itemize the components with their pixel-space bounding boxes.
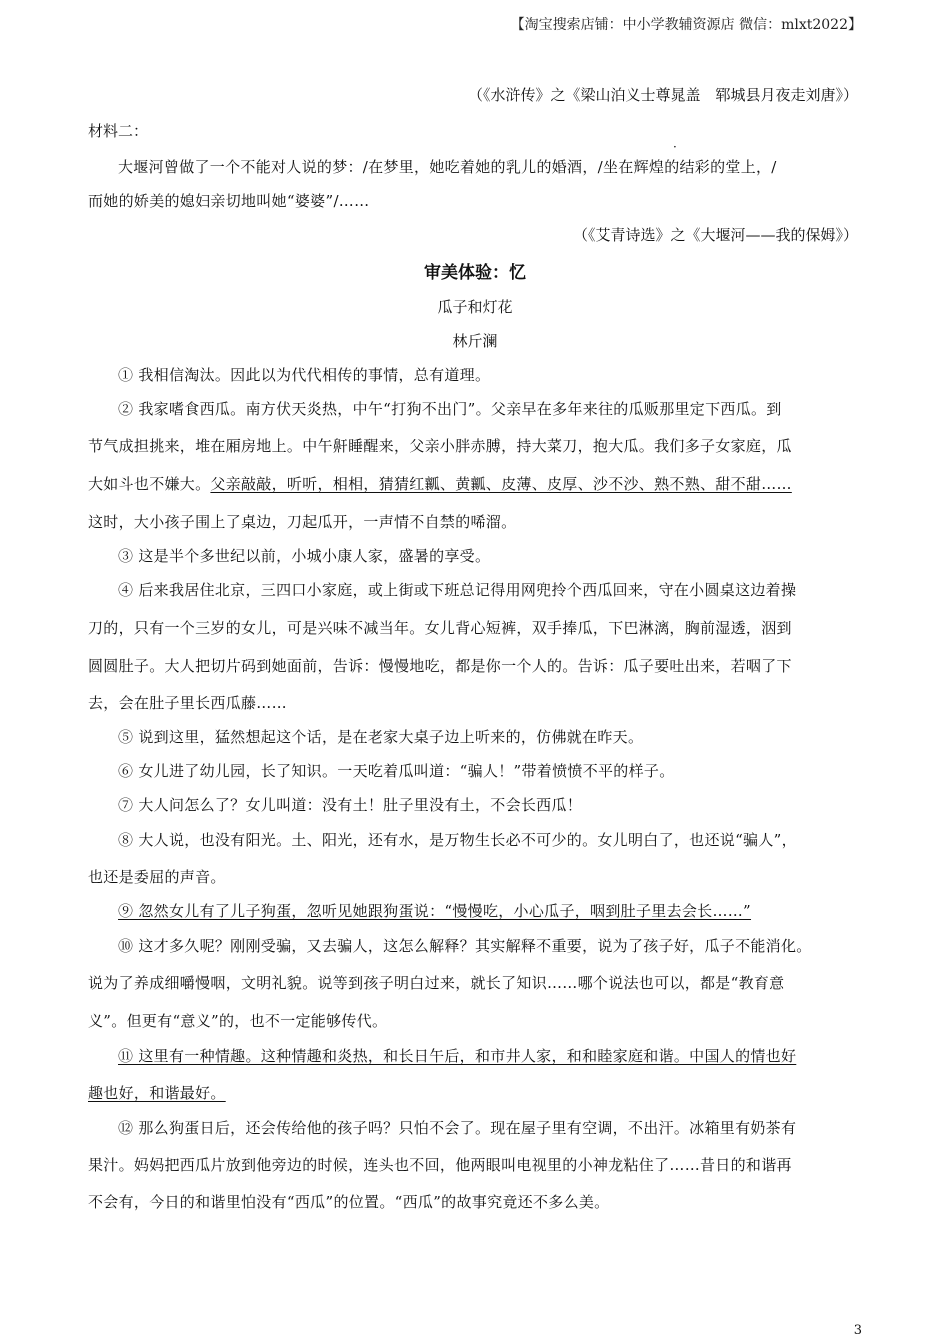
paragraph-2-line: ② 我家嗜食西瓜。南方伏天炎热，中午“打狗不出门”。父亲早在多年来往的瓜贩那里定下西瓜。到	[118, 400, 782, 418]
paragraph-8-line: ⑧ 大人说，也没有阳光。土、阳光，还有水，是万物生长必不可少的。女儿明白了，也还说“骗人”，	[118, 831, 797, 849]
paragraph-4-line: ④ 后来我居住北京，三四口小家庭，或上街或下班总记得用网兜拎个西瓜回来，守在小圆桌这边着操	[118, 581, 797, 599]
paragraph-6: ⑥ 女儿进了幼儿园，长了知识。一天吃着瓜叫道：“骗人！”带着愤愤不平的样子。	[118, 762, 675, 780]
material2-source: （《艾青诗选》之《大堰河——我的保姆》）	[572, 226, 858, 244]
paragraph-10-line: 义”。但更有“意义”的，也不一定能够传代。	[88, 1012, 388, 1030]
paragraph-2-line: 节气成担挑来，堆在厢房地上。中午鼾睡醒来，父亲小胖赤膊，持大菜刀，抱大瓜。我们多子女家庭，瓜	[88, 437, 792, 455]
paragraph-2-text: 大如斗也不嫌大。	[88, 475, 211, 493]
emphasis-dot: ·	[673, 140, 677, 154]
paragraph-11-line	[88, 1082, 868, 1103]
material2-line: 而她的娇美的媳妇亲切地叫她“婆婆”/……	[88, 192, 370, 210]
paragraph-8-line: 也还是委屈的声音。	[88, 868, 226, 886]
underlined-sentence: ⑪ 这里有一种情趣。这种情趣和炎热，和长日午后，和市井人家，和和睦家庭和谐。中国人的情也好	[118, 1047, 797, 1065]
paragraph-12-line: ⑫ 那么狗蛋日后，还会传给他的孩子吗？只怕不会了。现在屋子里有空调，不出汗。冰箱里有奶茶有	[118, 1119, 797, 1137]
paragraph-2-line: 这时，大小孩子围上了桌边，刀起瓜开，一声情不自禁的唏溜。	[88, 513, 517, 531]
paragraph-10-line: 说为了养成细嚼慢咽，文明礼貌。说等到孩子明白过来，就长了知识……哪个说法也可以，都是“教育意	[88, 974, 785, 992]
paragraph-4-line: 圆圆肚子。大人把切片码到她面前，告诉：慢慢地吃，都是你一个人的。告诉：瓜子要吐出来，若咽了下	[88, 657, 792, 675]
paragraph-2-line	[88, 473, 868, 494]
underlined-sentence: 父亲敲敲，听听，相相，猜猜红瓤、黄瓤、皮薄、皮厚、沙不沙、熟不熟、甜不甜……	[210, 475, 792, 493]
paragraph-12-line: 果汁。妈妈把西瓜片放到他旁边的时候，连头也不回，他两眼叫电视里的小神龙粘住了……昔日的和谐再	[88, 1156, 792, 1174]
page-header: 【淘宝搜索店铺：中小学教辅资源店 微信：mlxt2022】	[510, 17, 862, 33]
underlined-sentence: ⑨ 忽然女儿有了儿子狗蛋，忽听见她跟狗蛋说：“慢慢吃，小心瓜子，咽到肚子里去会长……”	[118, 902, 752, 920]
paragraph-12-line: 不会有，今日的和谐里怕没有“西瓜”的位置。“西瓜”的故事究竟还不多么美。	[88, 1193, 610, 1211]
underlined-sentence: 趣也好，和谐最好。	[88, 1084, 226, 1102]
paragraph-5: ⑤ 说到这里，猛然想起这个话，是在老家大桌子边上听来的，仿佛就在昨天。	[118, 728, 644, 746]
material1-source: （《水浒传》之《梁山泊义士尊晁盖 郓城县月夜走刘唐》）	[467, 86, 858, 104]
paragraph-10-line: ⑩ 这才多久呢？刚刚受骗，又去骗人，这怎么解释？其实解释不重要，说为了孩子好，瓜子不能消化。	[118, 937, 812, 955]
paragraph-11-line	[118, 1045, 868, 1066]
section-title: 审美体验：忆	[424, 263, 526, 283]
paragraph-1: ① 我相信淘汰。因此以为代代相传的事情，总有道理。	[118, 366, 491, 384]
page-number: 3	[853, 1323, 862, 1338]
paragraph-4-line: 刀的，只有一个三岁的女儿，可是兴味不减当年。女儿背心短裤，双手捧瓜，下巴淋漓，胸前湿透，洇到	[88, 619, 792, 637]
material2-line: 大堰河曾做了一个不能对人说的梦：/在梦里，她吃着她的乳儿的婚酒，/坐在辉煌的结彩的堂上，/	[118, 158, 777, 176]
paragraph-4-line: 去，会在肚子里长西瓜藤……	[88, 694, 287, 712]
article-author: 林斤澜	[452, 332, 498, 350]
paragraph-7: ⑦ 大人问怎么了？女儿叫道：没有土！肚子里没有土，不会长西瓜！	[118, 796, 583, 814]
article-title: 瓜子和灯花	[437, 298, 513, 316]
paragraph-3: ③ 这是半个多世纪以前，小城小康人家，盛暑的享受。	[118, 547, 491, 565]
paragraph-9	[118, 900, 868, 921]
material2-label: 材料二：	[88, 122, 149, 140]
